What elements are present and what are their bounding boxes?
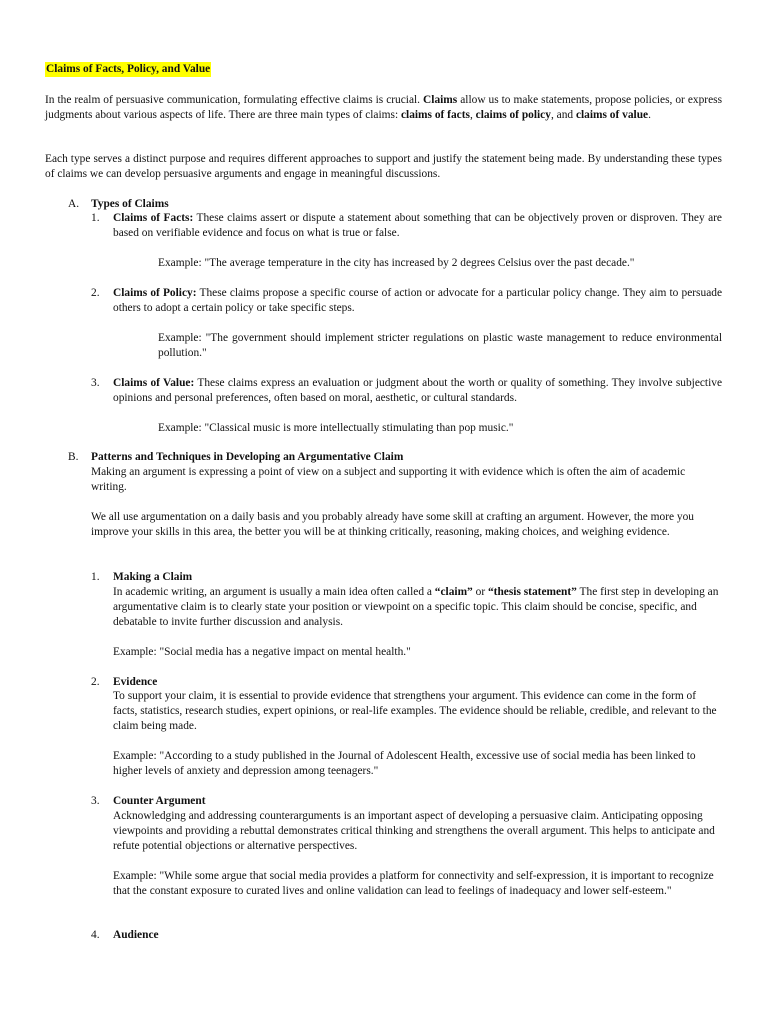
example-text: Example: "Social media has a negative impact on mental health." (113, 646, 411, 658)
section-b-heading: Patterns and Techniques in Developing an Argumentative Claim (91, 451, 404, 463)
item-text: These claims assert or dispute a statement about something that can be objectively proven or disproven. They are based on verifiable evidence and focus on what is true or false. (113, 212, 722, 239)
claims-of-policy-item (113, 286, 722, 316)
item-label: Claims of Policy: (113, 287, 197, 299)
list-number: 4. (91, 929, 100, 941)
page-title: Claims of Facts, Policy, and Value (46, 63, 211, 75)
intro-text: allow us to make statements, propose policies, or express judgments about various aspects of life. There are three main types of claims: (45, 94, 723, 121)
example-text: Example: "According to a study published in the Journal of Adolescent Health, excessive use of social media has been linked to higher levels of anxiety and depression among teenagers." (113, 750, 696, 777)
item-label: Claims of Value: (113, 377, 195, 389)
term-claims: Claims (423, 94, 458, 106)
item-label: Claims of Facts: (113, 212, 194, 224)
term-claims-of-value: claims of value (575, 108, 649, 121)
intro-text: In the realm of persuasive communication, formulating effective claims is crucial. (45, 94, 421, 106)
counter-argument-heading: Counter Argument (113, 795, 206, 807)
example-text: Example: "The government should implement stricter regulations on plastic waste management to reduce environmental pollution." (158, 332, 722, 359)
item-text: These claims express an evaluation or judgment about the worth or quality of something. They involve subjective opinions and personal preferences, often based on moral, aesthetic, or cultural standards. (113, 377, 723, 404)
intro-paragraph-1: In the realm of persuasive communication, formulating effective claims is crucial. Claims allow us to make statements, propose policies, or express judgments about various aspects of life. There are three main types of claims: claims of facts, claims of policy, and claims of value. (45, 94, 723, 121)
item-text: The first step in developing an argumentative claim is to clearly state your position or viewpoint on a specific topic. This claim should be concise, specific, and debatable to invite further discussion and analysis. (113, 586, 719, 628)
claims-of-facts-item (113, 211, 722, 241)
section-a-marker: A. (68, 198, 80, 210)
item-text: These claims propose a specific course of action or advocate for a particular policy change. They aim to persuade others to adopt a certain policy or take specific steps. (113, 287, 722, 314)
section-b-paragraph-1: Making an argument is expressing a point of view on a subject and supporting it with evidence which is often the aim of academic writing. (91, 466, 686, 493)
item-text: In academic writing, an argument is usually a main idea often called a (113, 586, 432, 598)
example-text: Example: "The average temperature in the city has increased by 2 degrees Celsius over the past decade." (158, 257, 635, 269)
list-number: 1. (91, 212, 100, 224)
example-text: Example: "Classical music is more intellectually stimulating than pop music." (158, 422, 514, 434)
claims-of-value-item (113, 376, 722, 406)
section-b-paragraph-2: We all use argumentation on a daily basis and you probably already have some skill at crafting an argument. However, the more you improve your skills in this area, the better you will be at thinking critically, reasoning, making choices, and weighing evidence. (91, 511, 694, 538)
section-b-marker: B. (68, 451, 79, 463)
section-a-heading: Types of Claims (91, 198, 169, 210)
term-claims-of-facts: claims of facts (400, 108, 470, 121)
intro-paragraph-2: Each type serves a distinct purpose and requires different approaches to support and justify the statement being made. By understanding these types of claims we can develop persuasive arguments and engage in meaningful discussions. (45, 153, 722, 180)
counter-argument-text: Acknowledging and addressing counterarguments is an important aspect of developing a persuasive claim. Anticipating opposing viewpoints and providing a rebuttal demonstrates critical thinking and strengthens the overall argument. This helps to anticipate and refute potential objections or alternative perspectives. (113, 810, 715, 852)
term-claims-of-policy: claims of policy (475, 108, 551, 121)
audience-heading: Audience (113, 929, 159, 941)
list-number: 2. (91, 676, 100, 688)
term-claim: “claim” (434, 586, 473, 598)
making-a-claim-heading: Making a Claim (113, 571, 193, 583)
list-number: 1. (91, 571, 100, 583)
list-number: 2. (91, 287, 100, 299)
term-thesis-statement: “thesis statement” (487, 586, 577, 598)
making-a-claim-text (113, 585, 722, 629)
example-text: Example: "While some argue that social media provides a platform for connectivity and self-expression, it is important to recognize that the constant exposure to curated lives and online validation can lead to feelings of inadequacy and lower self-esteem." (113, 870, 714, 897)
list-number: 3. (91, 795, 100, 807)
item-text: or (475, 586, 486, 598)
list-number: 3. (91, 377, 100, 389)
evidence-heading: Evidence (113, 676, 158, 688)
intro-text: and (556, 108, 574, 121)
evidence-text: To support your claim, it is essential to provide evidence that strengthens your argument. This evidence can come in the form of facts, statistics, research studies, expert opinions, or real-life examples. The evidence should be reliable, credible, and relevant to the claim being made. (113, 690, 717, 732)
